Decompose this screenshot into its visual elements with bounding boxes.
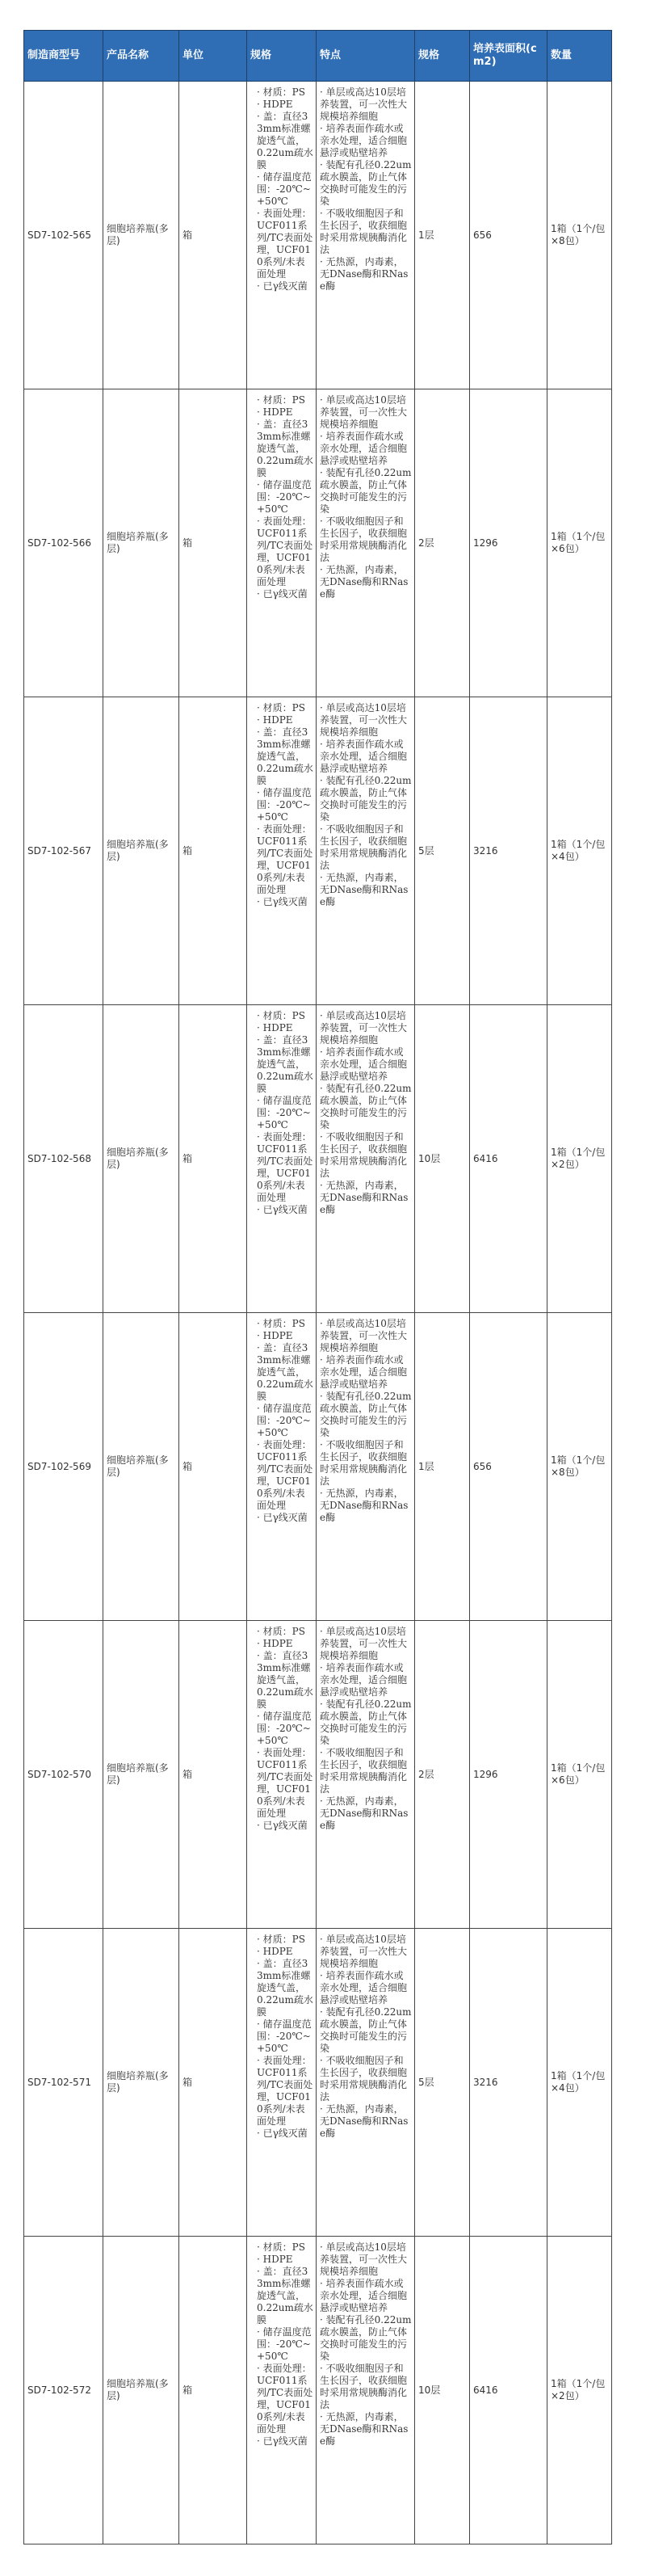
cell-quantity: 1箱（1个/包×8包）: [547, 82, 612, 389]
cell-model: SD7-102-572: [24, 2237, 103, 2544]
spec-line: · 材质：PS: [257, 1626, 305, 1637]
cell-quantity: 1箱（1个/包×4包）: [547, 1929, 612, 2237]
spec-line: · 盖：直径33mm标准螺旋透气盖，0.22um疏水膜: [257, 1958, 313, 2018]
feature-line: · 不吸收细胞因子和生长因子，收获细胞时采用常规胰酶消化法: [320, 2055, 408, 2102]
spec-line: · 储存温度范围：-20℃~+50℃: [257, 171, 312, 207]
feature-line: · 不吸收细胞因子和生长因子，收获细胞时采用常规胰酶消化法: [320, 1747, 408, 1795]
cell-spec: [247, 1929, 317, 2237]
cell-layers: 10层: [415, 2237, 470, 2544]
cell-unit: 箱: [179, 389, 247, 697]
table-row: [24, 82, 612, 389]
feature-line: · 不吸收细胞因子和生长因子，收获细胞时采用常规胰酶消化法: [320, 1439, 408, 1487]
cell-layers: 2层: [415, 1621, 470, 1929]
cell-model: SD7-102-569: [24, 1313, 103, 1621]
cell-model: SD7-102-571: [24, 1929, 103, 2237]
feature-line: · 装配有孔径0.22um疏水膜盖，防止气体交换时可能发生的污染: [320, 2006, 412, 2054]
feature-line: · 单层或高达10层培养装置，可一次性大规模培养细胞: [320, 1010, 408, 1046]
feature-line: · 培养表面作疏水或亲水处理，适合细胞悬浮或贴壁培养: [320, 2278, 408, 2313]
spec-line: · 储存温度范围：-20℃~+50℃: [257, 787, 312, 823]
feature-line: · 单层或高达10层培养装置，可一次性大规模培养细胞: [320, 86, 408, 122]
spec-line: · 表面处理：UCF011系列/TC表面处理，UCF010系列/未表面处理: [257, 823, 313, 895]
table-header-row: [24, 31, 612, 82]
feature-line: · 培养表面作疏水或亲水处理，适合细胞悬浮或贴壁培养: [320, 1046, 408, 1082]
feature-line: · 培养表面作疏水或亲水处理，适合细胞悬浮或贴壁培养: [320, 431, 408, 466]
cell-model: SD7-102-567: [24, 697, 103, 1005]
spec-line: · 材质：PS: [257, 1934, 305, 1945]
cell-product-name: 细胞培养瓶(多层): [103, 389, 179, 697]
feature-line: · 培养表面作疏水或亲水处理，适合细胞悬浮或贴壁培养: [320, 123, 408, 158]
feature-line: · 无热源，内毒素，无DNase酶和RNase酶: [320, 1180, 409, 1215]
spec-line: · 盖：直径33mm标准螺旋透气盖，0.22um疏水膜: [257, 111, 313, 170]
cell-spec: [247, 1621, 317, 1929]
feature-line: · 单层或高达10层培养装置，可一次性大规模培养细胞: [320, 2241, 408, 2277]
cell-model: SD7-102-568: [24, 1005, 103, 1313]
col-header-surface-area: 培养表面积(cm2): [470, 31, 547, 82]
spec-line: · 已γ线灭菌: [257, 896, 308, 907]
cell-unit: 箱: [179, 82, 247, 389]
cell-unit: 箱: [179, 2237, 247, 2544]
cell-surface-area: 656: [470, 82, 547, 389]
feature-line: · 无热源，内毒素，无DNase酶和RNase酶: [320, 564, 409, 600]
cell-unit: 箱: [179, 1005, 247, 1313]
cell-unit: 箱: [179, 1313, 247, 1621]
col-header-model: 制造商型号: [24, 31, 103, 82]
spec-line: · HDPE: [257, 1946, 293, 1957]
feature-line: · 单层或高达10层培养装置，可一次性大规模培养细胞: [320, 1934, 408, 1969]
spec-line: · 储存温度范围：-20℃~+50℃: [257, 1711, 312, 1746]
spec-line: · 材质：PS: [257, 2241, 305, 2253]
cell-quantity: 1箱（1个/包×6包）: [547, 389, 612, 697]
spec-line: · HDPE: [257, 2254, 293, 2265]
feature-line: · 培养表面作疏水或亲水处理，适合细胞悬浮或贴壁培养: [320, 1970, 408, 2006]
cell-layers: 10层: [415, 1005, 470, 1313]
spec-line: · HDPE: [257, 406, 293, 418]
spec-line: · HDPE: [257, 1638, 293, 1649]
cell-quantity: 1箱（1个/包×2包）: [547, 2237, 612, 2544]
spec-line: · HDPE: [257, 714, 293, 726]
spec-line: · 表面处理：UCF011系列/TC表面处理，UCF010系列/未表面处理: [257, 208, 313, 280]
spec-line: · 表面处理：UCF011系列/TC表面处理，UCF010系列/未表面处理: [257, 1439, 313, 1511]
feature-line: · 装配有孔径0.22um疏水膜盖，防止气体交换时可能发生的污染: [320, 159, 412, 207]
feature-line: · 单层或高达10层培养装置，可一次性大规模培养细胞: [320, 1318, 408, 1353]
table-row: [24, 1313, 612, 1621]
cell-features: [317, 1005, 415, 1313]
cell-spec: [247, 2237, 317, 2544]
spec-line: · 储存温度范围：-20℃~+50℃: [257, 1095, 312, 1130]
spec-line: · 材质：PS: [257, 1318, 305, 1329]
feature-line: · 无热源，内毒素，无DNase酶和RNase酶: [320, 2411, 409, 2447]
feature-line: · 无热源，内毒素，无DNase酶和RNase酶: [320, 1795, 409, 1831]
feature-line: · 单层或高达10层培养装置，可一次性大规模培养细胞: [320, 394, 408, 430]
table-row: [24, 389, 612, 697]
cell-layers: 5层: [415, 1929, 470, 2237]
cell-product-name: 细胞培养瓶(多层): [103, 1005, 179, 1313]
feature-line: · 无热源，内毒素，无DNase酶和RNase酶: [320, 256, 409, 292]
spec-line: · 表面处理：UCF011系列/TC表面处理，UCF010系列/未表面处理: [257, 1131, 313, 1203]
feature-line: · 培养表面作疏水或亲水处理，适合细胞悬浮或贴壁培养: [320, 1354, 408, 1390]
spec-line: · 表面处理：UCF011系列/TC表面处理，UCF010系列/未表面处理: [257, 1747, 313, 1819]
cell-quantity: 1箱（1个/包×6包）: [547, 1621, 612, 1929]
cell-features: [317, 697, 415, 1005]
spec-line: · 盖：直径33mm标准螺旋透气盖，0.22um疏水膜: [257, 726, 313, 786]
cell-surface-area: 3216: [470, 1929, 547, 2237]
cell-product-name: 细胞培养瓶(多层): [103, 697, 179, 1005]
spec-line: · 已γ线灭菌: [257, 588, 308, 600]
spec-line: · HDPE: [257, 1330, 293, 1341]
cell-spec: [247, 1005, 317, 1313]
cell-product-name: 细胞培养瓶(多层): [103, 2237, 179, 2544]
table-row: [24, 1005, 612, 1313]
table-row: [24, 1621, 612, 1929]
cell-layers: 1层: [415, 1313, 470, 1621]
cell-model: SD7-102-565: [24, 82, 103, 389]
col-header-spec: 规格: [247, 31, 317, 82]
cell-spec: [247, 697, 317, 1005]
cell-surface-area: 3216: [470, 697, 547, 1005]
spec-line: · 材质：PS: [257, 702, 305, 713]
spec-line: · 储存温度范围：-20℃~+50℃: [257, 479, 312, 515]
feature-line: · 装配有孔径0.22um疏水膜盖，防止气体交换时可能发生的污染: [320, 467, 412, 515]
feature-line: · 单层或高达10层培养装置，可一次性大规模培养细胞: [320, 702, 408, 738]
spec-line: · 材质：PS: [257, 394, 305, 406]
cell-surface-area: 6416: [470, 1005, 547, 1313]
spec-line: · 材质：PS: [257, 86, 305, 98]
cell-quantity: 1箱（1个/包×8包）: [547, 1313, 612, 1621]
cell-features: [317, 1621, 415, 1929]
cell-quantity: 1箱（1个/包×2包）: [547, 1005, 612, 1313]
col-header-unit: 单位: [179, 31, 247, 82]
table-row: [24, 697, 612, 1005]
spec-line: · 盖：直径33mm标准螺旋透气盖，0.22um疏水膜: [257, 1034, 313, 1094]
spec-line: · 已γ线灭菌: [257, 1820, 308, 1831]
cell-unit: 箱: [179, 1621, 247, 1929]
feature-line: · 无热源，内毒素，无DNase酶和RNase酶: [320, 1488, 409, 1523]
cell-features: [317, 1929, 415, 2237]
cell-model: SD7-102-566: [24, 389, 103, 697]
cell-product-name: 细胞培养瓶(多层): [103, 82, 179, 389]
col-header-layers: 规格: [415, 31, 470, 82]
col-header-features: 特点: [317, 31, 415, 82]
cell-features: [317, 82, 415, 389]
spec-line: · 材质：PS: [257, 1010, 305, 1021]
feature-line: · 装配有孔径0.22um疏水膜盖，防止气体交换时可能发生的污染: [320, 2314, 412, 2362]
table-row: [24, 2237, 612, 2544]
spec-line: · 盖：直径33mm标准螺旋透气盖，0.22um疏水膜: [257, 2266, 313, 2326]
spec-line: · HDPE: [257, 99, 293, 110]
feature-line: · 不吸收细胞因子和生长因子，收获细胞时采用常规胰酶消化法: [320, 1131, 408, 1179]
cell-features: [317, 389, 415, 697]
cell-spec: [247, 389, 317, 697]
cell-features: [317, 1313, 415, 1621]
spec-line: · 盖：直径33mm标准螺旋透气盖，0.22um疏水膜: [257, 419, 313, 478]
spec-line: · HDPE: [257, 1022, 293, 1033]
cell-product-name: 细胞培养瓶(多层): [103, 1929, 179, 2237]
cell-layers: 1层: [415, 82, 470, 389]
feature-line: · 不吸收细胞因子和生长因子，收获细胞时采用常规胰酶消化法: [320, 823, 408, 871]
feature-line: · 装配有孔径0.22um疏水膜盖，防止气体交换时可能发生的污染: [320, 775, 412, 823]
spec-line: · 储存温度范围：-20℃~+50℃: [257, 1403, 312, 1438]
cell-spec: [247, 1313, 317, 1621]
cell-product-name: 细胞培养瓶(多层): [103, 1621, 179, 1929]
cell-layers: 5层: [415, 697, 470, 1005]
spec-line: · 表面处理：UCF011系列/TC表面处理，UCF010系列/未表面处理: [257, 2055, 313, 2127]
feature-line: · 装配有孔径0.22um疏水膜盖，防止气体交换时可能发生的污染: [320, 1391, 412, 1438]
spec-line: · 储存温度范围：-20℃~+50℃: [257, 2018, 312, 2054]
feature-line: · 不吸收细胞因子和生长因子，收获细胞时采用常规胰酶消化法: [320, 516, 408, 563]
spec-line: · 盖：直径33mm标准螺旋透气盖，0.22um疏水膜: [257, 1342, 313, 1402]
cell-quantity: 1箱（1个/包×4包）: [547, 697, 612, 1005]
feature-line: · 不吸收细胞因子和生长因子，收获细胞时采用常规胰酶消化法: [320, 2363, 408, 2410]
feature-line: · 不吸收细胞因子和生长因子，收获细胞时采用常规胰酶消化法: [320, 208, 408, 255]
table-body: [24, 82, 612, 2544]
cell-unit: 箱: [179, 697, 247, 1005]
cell-surface-area: 656: [470, 1313, 547, 1621]
feature-line: · 装配有孔径0.22um疏水膜盖，防止气体交换时可能发生的污染: [320, 1083, 412, 1130]
feature-line: · 培养表面作疏水或亲水处理，适合细胞悬浮或贴壁培养: [320, 1662, 408, 1698]
spec-line: · 已γ线灭菌: [257, 1204, 308, 1215]
cell-surface-area: 6416: [470, 2237, 547, 2544]
cell-surface-area: 1296: [470, 389, 547, 697]
spec-line: · 表面处理：UCF011系列/TC表面处理，UCF010系列/未表面处理: [257, 516, 313, 587]
cell-product-name: 细胞培养瓶(多层): [103, 1313, 179, 1621]
cell-spec: [247, 82, 317, 389]
feature-line: · 无热源，内毒素，无DNase酶和RNase酶: [320, 872, 409, 907]
cell-surface-area: 1296: [470, 1621, 547, 1929]
cell-model: SD7-102-570: [24, 1621, 103, 1929]
table-row: [24, 1929, 612, 2237]
feature-line: · 单层或高达10层培养装置，可一次性大规模培养细胞: [320, 1626, 408, 1661]
feature-line: · 培养表面作疏水或亲水处理，适合细胞悬浮或贴壁培养: [320, 739, 408, 774]
feature-line: · 装配有孔径0.22um疏水膜盖，防止气体交换时可能发生的污染: [320, 1698, 412, 1746]
product-table: [23, 30, 612, 2544]
cell-features: [317, 2237, 415, 2544]
spec-line: · 表面处理：UCF011系列/TC表面处理，UCF010系列/未表面处理: [257, 2363, 313, 2435]
col-header-product-name: 产品名称: [103, 31, 179, 82]
col-header-quantity: 数量: [547, 31, 612, 82]
spec-line: · 盖：直径33mm标准螺旋透气盖，0.22um疏水膜: [257, 1650, 313, 1710]
spec-line: · 已γ线灭菌: [257, 1512, 308, 1523]
cell-unit: 箱: [179, 1929, 247, 2237]
spec-line: · 储存温度范围：-20℃~+50℃: [257, 2326, 312, 2362]
cell-layers: 2层: [415, 389, 470, 697]
spec-line: · 已γ线灭菌: [257, 280, 308, 292]
spec-line: · 已γ线灭菌: [257, 2128, 308, 2139]
feature-line: · 无热源，内毒素，无DNase酶和RNase酶: [320, 2103, 409, 2139]
spec-line: · 已γ线灭菌: [257, 2435, 308, 2447]
